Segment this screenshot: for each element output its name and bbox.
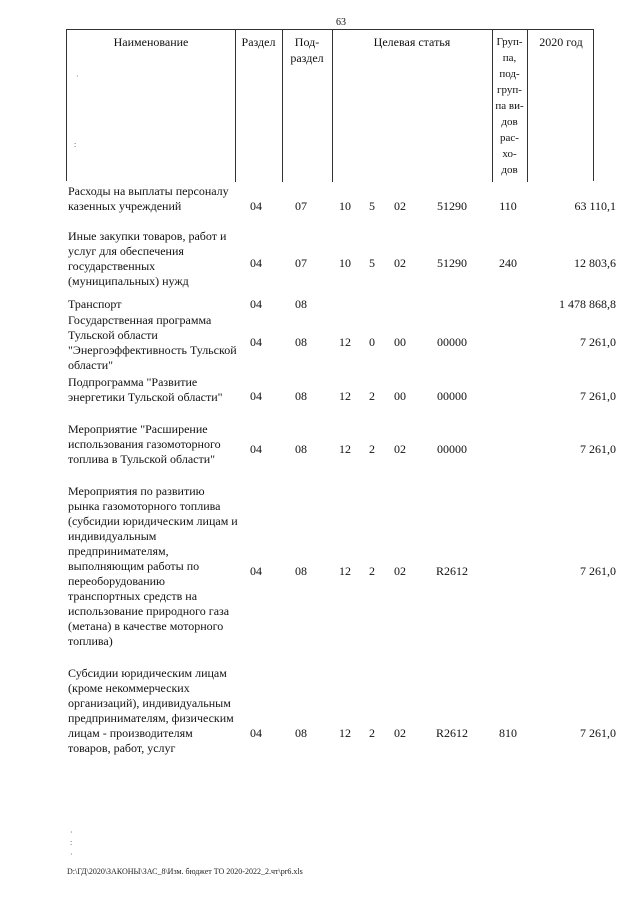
row-direction: 00000 <box>437 335 467 349</box>
page-number: 63 <box>336 17 346 28</box>
row-name: Подпрограмма "Развитие энергетики Тульской области" <box>68 375 223 404</box>
row-measure: 00 <box>394 335 406 349</box>
scan-speck: · <box>76 72 79 81</box>
row-subsection: 08 <box>295 564 307 578</box>
row-program: 12 <box>339 726 351 740</box>
row-subprogram: 2 <box>369 726 375 740</box>
row-section: 04 <box>250 297 262 311</box>
row-program: 10 <box>339 256 351 270</box>
scan-speck: · <box>70 828 73 837</box>
file-path-footer: D:\ГД\2020\ЗАКОНЫ\ЗАС_8\Изм. бюджет ТО 2020-2022_2.чт\pr6.xls <box>67 867 303 876</box>
row-expense-type: 810 <box>499 726 517 740</box>
row-name: Расходы на выплаты персоналу казенных учреждений <box>68 184 229 213</box>
row-direction: 51290 <box>437 256 467 270</box>
row-subprogram: 2 <box>369 564 375 578</box>
row-measure: 02 <box>394 199 406 213</box>
row-subsection: 07 <box>295 199 307 213</box>
row-subprogram: 5 <box>369 199 375 213</box>
row-direction: 00000 <box>437 442 467 456</box>
header-name: Наименование <box>113 35 189 49</box>
column-divider <box>235 30 236 182</box>
column-divider <box>332 30 333 182</box>
column-divider <box>527 30 528 182</box>
row-subsection: 08 <box>295 442 307 456</box>
row-section: 04 <box>250 389 262 403</box>
row-subsection: 08 <box>295 335 307 349</box>
row-amount: 7 261,0 <box>580 564 616 578</box>
row-program: 10 <box>339 199 351 213</box>
row-section: 04 <box>250 726 262 740</box>
row-measure: 02 <box>394 442 406 456</box>
header-target-article: Целевая статья <box>373 35 451 49</box>
scan-speck: : <box>74 140 77 149</box>
row-expense-type: 110 <box>499 199 517 213</box>
header-expense-group: Груп- па, под- груп- па ви- дов рас- хо- дов <box>495 36 524 176</box>
row-amount: 12 803,6 <box>574 256 616 270</box>
row-measure: 02 <box>394 726 406 740</box>
scan-speck: · <box>70 850 73 859</box>
row-name: Транспорт <box>68 297 122 311</box>
header-section: Раздел <box>241 35 276 49</box>
table-header <box>66 29 594 181</box>
row-name: Иные закупки товаров, работ и услуг для обеспечения государственных (муниципальных) нужд <box>68 229 227 288</box>
row-amount: 7 261,0 <box>580 335 616 349</box>
row-expense-type: 240 <box>499 256 517 270</box>
header-subsection: Под- раздел <box>290 35 324 65</box>
row-subsection: 08 <box>295 389 307 403</box>
row-subprogram: 2 <box>369 389 375 403</box>
row-name: Мероприятия по развитию рынка газомоторного топлива (субсидии юридическим лицам и индивидуальным предпринимателям, выполняющим работы по переоборудованию транспортных средств на использование природного газа (метана) в качестве моторного топлива) <box>68 484 238 648</box>
row-amount: 7 261,0 <box>580 442 616 456</box>
row-subsection: 07 <box>295 256 307 270</box>
row-direction: 00000 <box>437 389 467 403</box>
header-year: 2020 год <box>539 35 583 49</box>
row-amount: 7 261,0 <box>580 389 616 403</box>
row-subsection: 08 <box>295 726 307 740</box>
row-program: 12 <box>339 442 351 456</box>
row-program: 12 <box>339 389 351 403</box>
row-section: 04 <box>250 199 262 213</box>
row-amount: 7 261,0 <box>580 726 616 740</box>
row-section: 04 <box>250 256 262 270</box>
row-section: 04 <box>250 564 262 578</box>
row-subprogram: 2 <box>369 442 375 456</box>
row-section: 04 <box>250 335 262 349</box>
row-program: 12 <box>339 335 351 349</box>
row-direction: 51290 <box>437 199 467 213</box>
row-measure: 02 <box>394 256 406 270</box>
row-amount: 1 478 868,8 <box>559 297 616 311</box>
row-amount: 63 110,1 <box>574 199 616 213</box>
row-direction: R2612 <box>435 726 468 740</box>
row-subsection: 08 <box>295 297 307 311</box>
row-program: 12 <box>339 564 351 578</box>
row-subprogram: 0 <box>369 335 375 349</box>
scan-speck: : <box>70 838 73 847</box>
row-name: Мероприятие "Расширение использования газомоторного топлива в Тульской области" <box>68 422 221 466</box>
row-name: Государственная программа Тульской области "Энергоэффективность Тульской области" <box>68 313 237 372</box>
row-measure: 02 <box>394 564 406 578</box>
row-subprogram: 5 <box>369 256 375 270</box>
row-direction: R2612 <box>435 564 468 578</box>
row-name: Субсидии юридическим лицам (кроме некоммерческих организаций), индивидуальным предпринимателям, физическим лицам - производителям товаров, работ, услуг <box>68 666 234 755</box>
row-measure: 00 <box>394 389 406 403</box>
row-section: 04 <box>250 442 262 456</box>
